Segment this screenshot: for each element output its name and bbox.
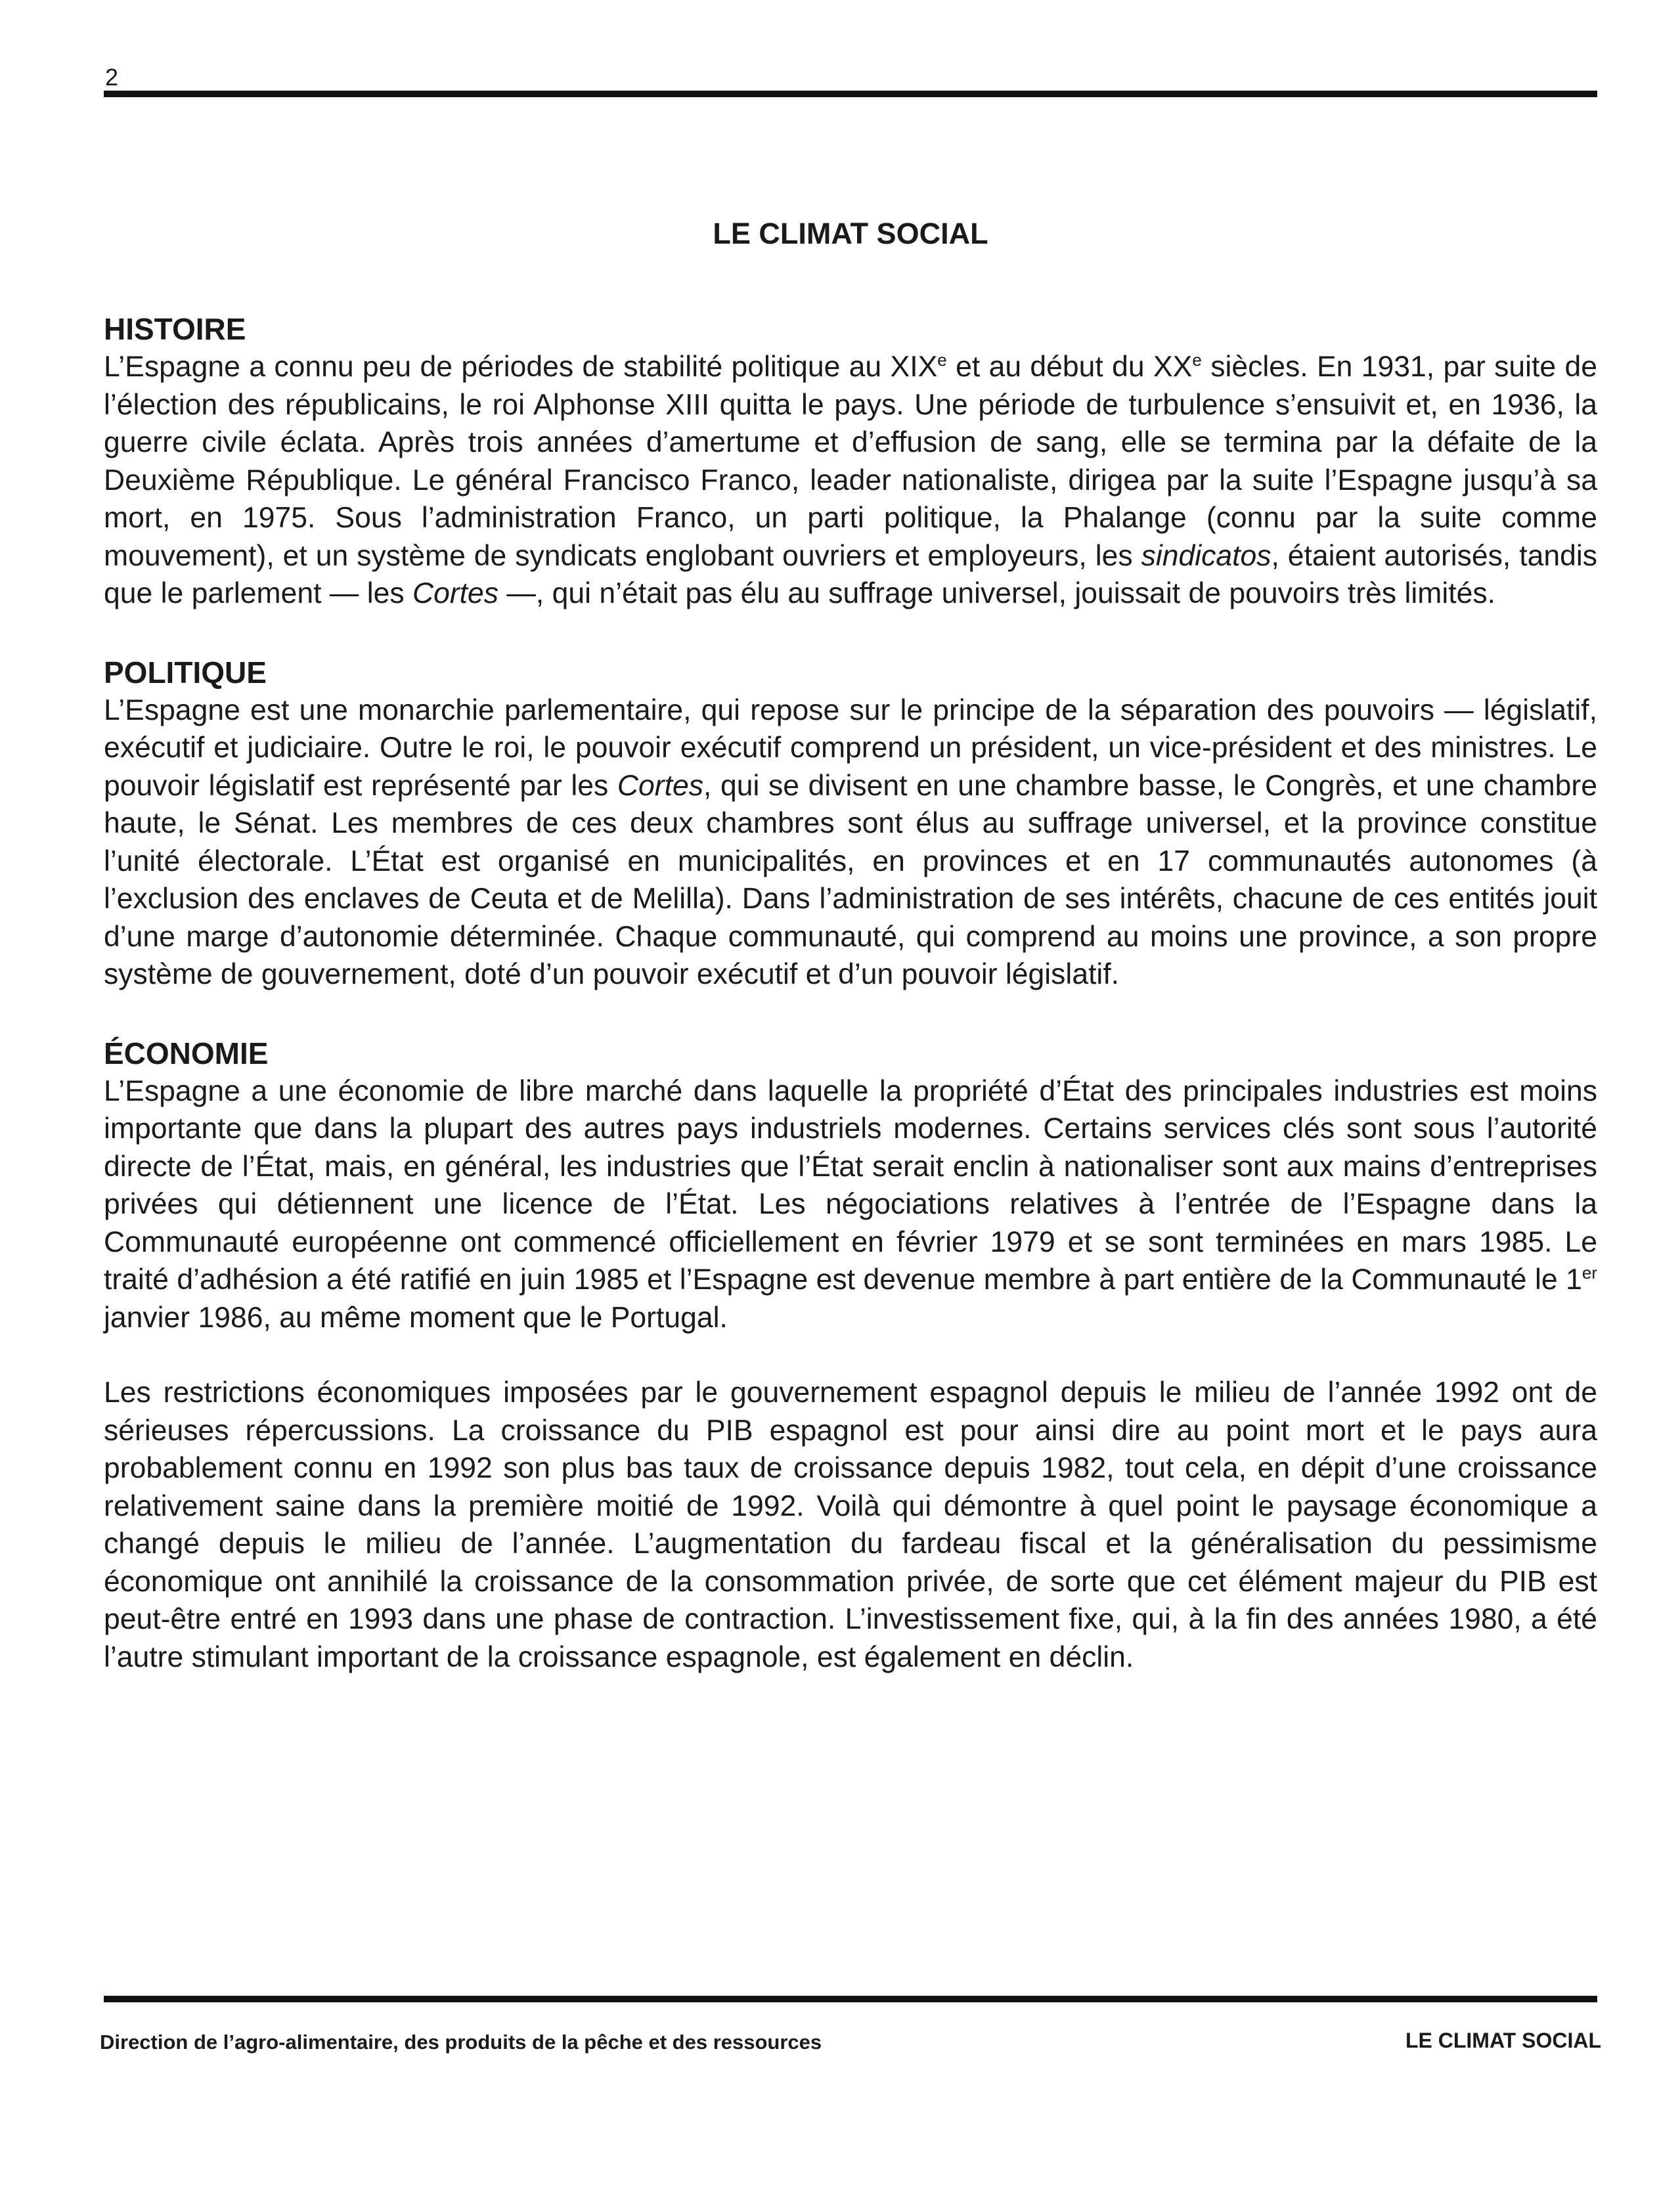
footer-section-title: LE CLIMAT SOCIAL	[1405, 2029, 1601, 2052]
text-run: , étaient autorisés, tandis que le parlement — les	[104, 539, 1597, 609]
text-run: L’Espagne a connu peu de périodes de stabilité politique au XIX	[104, 351, 938, 383]
superscript: e	[937, 350, 947, 370]
text-run: janvier 1986, au même moment que le Portugal.	[104, 1301, 728, 1334]
page-title: LE CLIMAT SOCIAL	[713, 217, 988, 251]
section-heading-politique: POLITIQUE	[104, 655, 267, 690]
paragraph-economie-2: Les restrictions économiques imposées par le gouvernement espagnol depuis le milieu de l’année 1992 ont de sérieuses répercussions. La croissance du PIB espagnol est pour ainsi dire au point mort et le pays aura probablement connu en 1992 son plus bas taux de croissance depuis 1982, tout cela, en dépit d’une croissance relativement saine dans la première moitié de 1992. Voilà qui démontre à quel point le paysage économique a changé depuis le milieu de l’année. L’augmentation du fardeau fiscal et la généralisation du pessimisme économique ont annihilé la croissance de la consommation privée, de sorte que cet élément majeur du PIB est peut-être entré en 1993 dans une phase de contraction. L’investissement fixe, qui, à la fin des années 1980, a été l’autre stimulant important de la croissance espagnole, est également en déclin.	[104, 1376, 1597, 1673]
paragraph-economie-1	[104, 1072, 1597, 1337]
text-run: , qui se divisent en une chambre basse, le Congrès, et une chambre haute, le Sénat. Les membres de ces deux chambres sont élus au suffrage universel, et la province constitue l’unité électorale. L’État est organisé en municipalités, en provinces et en 17 communautés autonomes (à l’exclusion des enclaves de Ceuta et de Melilla). Dans l’administration de ses intérêts, chacune de ces entités jouit d’une marge d’autonomie déterminée. Chaque communauté, qui comprend au moins une province, a son propre système de gouvernement, doté d’un pouvoir exécutif et d’un pouvoir législatif.	[104, 769, 1597, 990]
main-content	[104, 310, 1597, 1717]
italic-term: Cortes	[412, 577, 499, 609]
section-histoire	[104, 310, 1597, 613]
italic-term: sindicatos	[1141, 539, 1271, 572]
italic-term: Cortes	[617, 769, 703, 802]
section-politique	[104, 653, 1597, 994]
footer-organization: Direction de l’agro-alimentaire, des produits de la pêche et des ressources	[100, 2031, 822, 2054]
page-number: 2	[105, 64, 119, 91]
text-run: L’Espagne a une économie de libre marché dans laquelle la propriété d’État des principales industries est moins importante que dans la plupart des autres pays industriels modernes. Certains services clés sont sous l’autorité directe de l’État, mais, en général, les industries que l’État serait enclin à nationaliser sont aux mains d’entreprises privées qui détiennent une licence de l’État. Les négociations relatives à l’entrée de l’Espagne dans la Communauté européenne ont commencé officiellement en février 1979 et se sont terminées en mars 1985. Le traité d’adhésion a été ratifié en juin 1985 et l’Espagne est devenue membre à part entière de la Communauté le 1	[104, 1074, 1597, 1296]
paragraph-politique	[104, 692, 1597, 994]
section-heading-economie: ÉCONOMIE	[104, 1036, 269, 1070]
text-run: L’Espagne est une monarchie parlementaire, qui repose sur le principe de la séparation des pouvoirs — législatif, exécutif et judiciaire. Outre le roi, le pouvoir exécutif comprend un président, un vice-président et des ministres. Le pouvoir législatif est représenté par les	[104, 693, 1597, 802]
paragraph-histoire	[104, 348, 1597, 613]
superscript: e	[1192, 350, 1202, 370]
header-rule	[104, 91, 1597, 97]
superscript: er	[1581, 1263, 1597, 1283]
section-economie	[104, 1034, 1597, 1677]
section-heading-histoire: HISTOIRE	[104, 312, 246, 346]
text-run: et au début du XX	[946, 351, 1193, 383]
footer-rule	[104, 1996, 1597, 2002]
text-run: siècles. En 1931, par suite de l’élection des républicains, le roi Alphonse XIII quitta le pays. Une période de turbulence s’ensuivit et, en 1936, la guerre civile éclata. Après trois années d’amertume et d’effusion de sang, elle se termina par la défaite de la Deuxième République. Le général Francisco Franco, leader nationaliste, dirigea par la suite l’Espagne jusqu’à sa mort, en 1975. Sous l’administration Franco, un parti politique, la Phalange (connu par la suite comme mouvement), et un système de syndicats englobant ouvriers et employeurs, les	[104, 351, 1597, 572]
text-run: —, qui n’était pas élu au suffrage universel, jouissait de pouvoirs très limités.	[498, 577, 1495, 609]
